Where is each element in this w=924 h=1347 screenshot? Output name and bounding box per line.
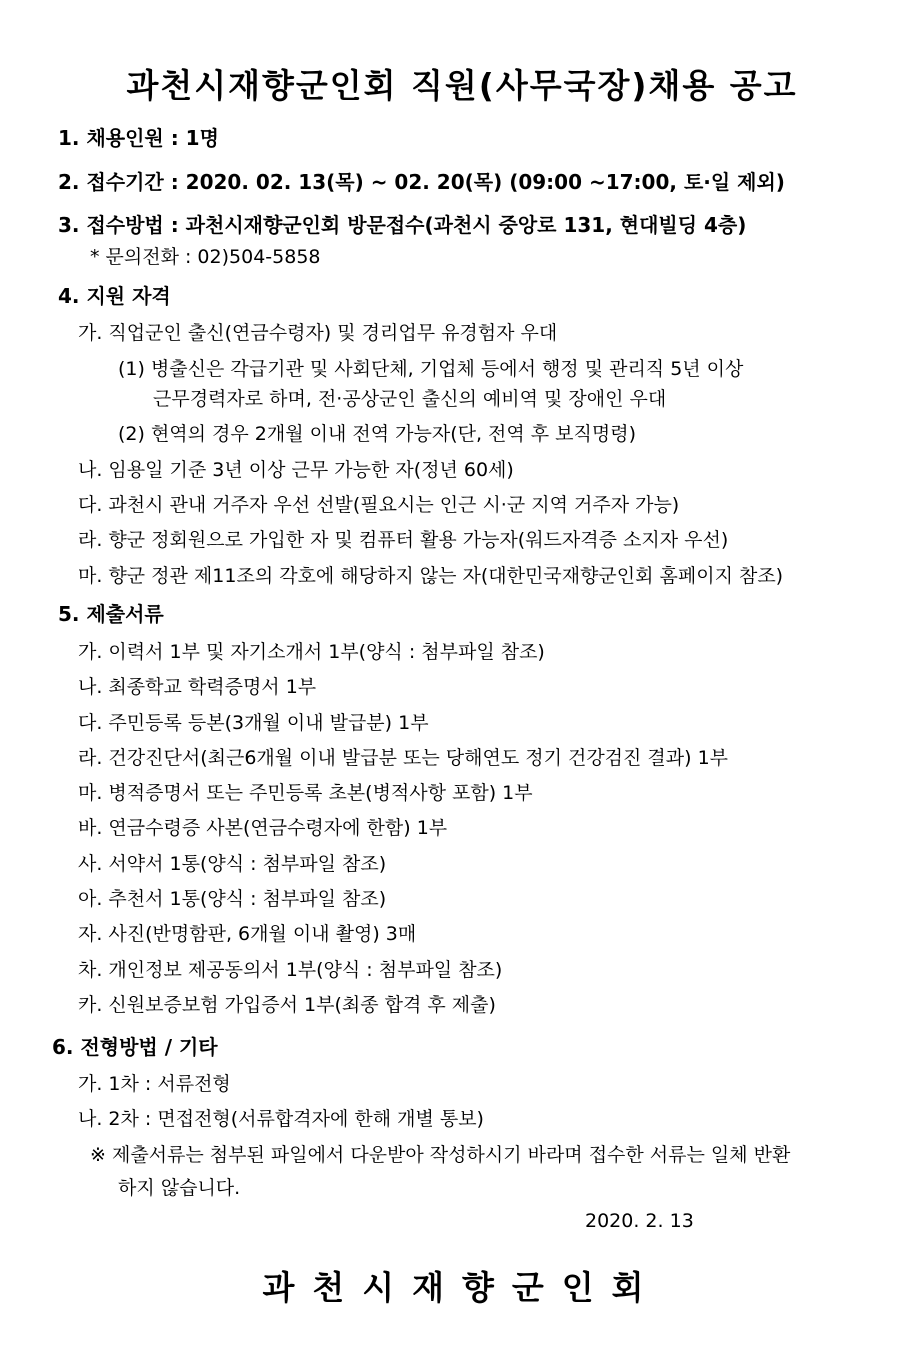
section-selection: 6. 전형방법 / 기타: [52, 1035, 218, 1059]
document-title: 과천시재향군인회 직원(사무국장)채용 공고: [126, 66, 798, 105]
document-item: 아. 추천서 1통(양식 : 첨부파일 참조): [78, 888, 387, 910]
submission-note-cont: 하지 않습니다.: [118, 1177, 241, 1199]
document-item: 마. 병적증명서 또는 주민등록 초본(병적사항 포함) 1부: [78, 782, 533, 804]
selection-item: 가. 1차 : 서류전형: [78, 1073, 231, 1095]
qualification-item: 라. 향군 정회원으로 가입한 자 및 컴퓨터 활용 가능자(워드자격증 소지자 우선): [78, 529, 729, 551]
qualification-subitem-cont: 근무경력자로 하며, 전·공상군인 출신의 예비역 및 장애인 우대: [153, 388, 667, 410]
selection-item: 나. 2차 : 면접전형(서류합격자에 한해 개별 통보): [78, 1108, 484, 1130]
section-application-period: 2. 접수기간 : 2020. 02. 13(목) ~ 02. 20(목) (09:00 ~17:00, 토·일 제외): [58, 170, 785, 194]
contact-phone-note: * 문의전화 : 02)504-5858: [90, 246, 321, 268]
qualification-subitem: (1) 병출신은 각급기관 및 사회단체, 기업체 등에서 행정 및 관리직 5년 이상: [118, 358, 744, 380]
section-application-method: 3. 접수방법 : 과천시재향군인회 방문접수(과천시 중앙로 131, 현대빌딩 4층): [58, 213, 747, 237]
qualification-subitem: (2) 현역의 경우 2개월 이내 전역 가능자(단, 전역 후 보직명령): [118, 423, 637, 445]
document-item: 라. 건강진단서(최근6개월 이내 발급분 또는 당해연도 정기 건강검진 결과) 1부: [78, 747, 729, 769]
document-item: 자. 사진(반명함판, 6개월 이내 촬영) 3매: [78, 923, 417, 945]
document-item: 나. 최종학교 학력증명서 1부: [78, 676, 317, 698]
notice-date: 2020. 2. 13: [585, 1210, 694, 1232]
qualification-item: 다. 과천시 관내 거주자 우선 선발(필요시는 인근 시·군 지역 거주자 가능): [78, 494, 680, 516]
document-item: 가. 이력서 1부 및 자기소개서 1부(양식 : 첨부파일 참조): [78, 641, 545, 663]
document-item: 다. 주민등록 등본(3개월 이내 발급분) 1부: [78, 712, 429, 734]
qualification-item: 마. 향군 정관 제11조의 각호에 해당하지 않는 자(대한민국재향군인회 홈페이지 참조): [78, 565, 784, 587]
qualification-item: 나. 임용일 기준 3년 이상 근무 가능한 자(정년 60세): [78, 459, 514, 481]
section-recruit-count: 1. 채용인원 : 1명: [58, 126, 219, 150]
document-item: 차. 개인정보 제공동의서 1부(양식 : 첨부파일 참조): [78, 959, 503, 981]
document-item: 카. 신원보증보험 가입증서 1부(최종 합격 후 제출): [78, 994, 496, 1016]
document-item: 바. 연금수령증 사본(연금수령자에 한함) 1부: [78, 817, 448, 839]
qualification-item: 가. 직업군인 출신(연금수령자) 및 경리업무 유경험자 우대: [78, 322, 558, 344]
document-item: 사. 서약서 1통(양식 : 첨부파일 참조): [78, 853, 387, 875]
section-qualification: 4. 지원 자격: [58, 284, 171, 308]
submission-note: ※ 제출서류는 첨부된 파일에서 다운받아 작성하시기 바라며 접수한 서류는 일체 반환: [90, 1144, 791, 1166]
organization-name: 과천시재향군인회: [262, 1268, 662, 1307]
section-documents: 5. 제출서류: [58, 602, 164, 626]
